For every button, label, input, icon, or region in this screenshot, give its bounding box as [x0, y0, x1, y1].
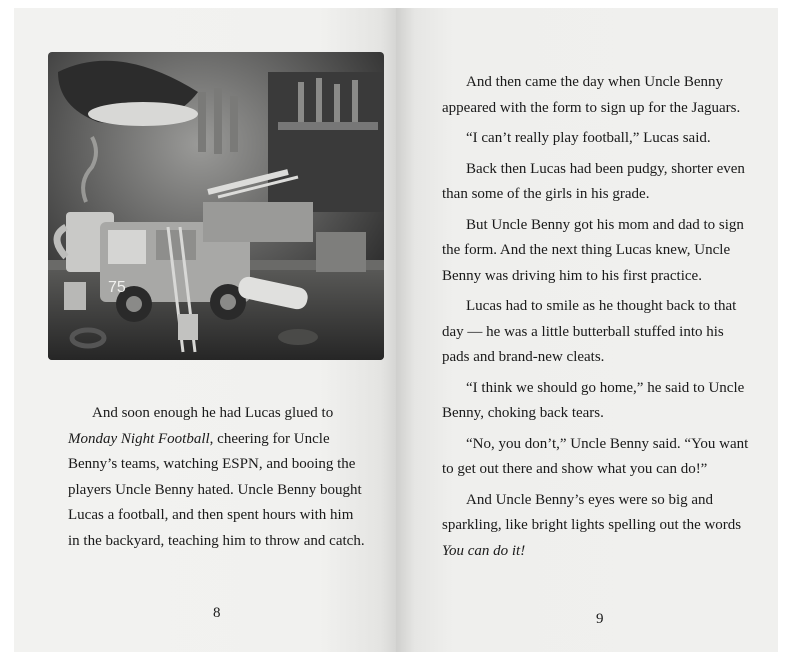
book-spread: [14, 8, 778, 652]
paragraph: [442, 376, 754, 427]
illustration-image: [48, 52, 384, 360]
paragraph-text: Lucas had to smile as he thought back to that day — he was a little butterball stuffed into his pads and brand-new cleats.: [442, 298, 737, 365]
svg-text:75: 75: [108, 279, 126, 296]
left-page: [14, 8, 396, 652]
right-page: [396, 8, 778, 652]
paragraph-text: But Uncle Benny got his mom and dad to sign the form. And the next thing Lucas knew, Uncle Benny was driving him to his first practice.: [442, 216, 744, 284]
right-paragraphs: [442, 70, 754, 569]
paragraph-text: And Uncle Benny’s eyes were so big and sparkling, like bright lights spelling out the words: [442, 491, 742, 533]
page-number-right: 9: [596, 611, 604, 627]
paragraph: [442, 126, 754, 152]
paragraph: [442, 213, 754, 290]
paragraph: [442, 488, 754, 565]
italic-title: Monday Night Football: [68, 430, 210, 447]
text-run: And soon enough he had Lucas glued to: [92, 405, 334, 421]
paragraph: [442, 294, 754, 371]
page-number-left: 8: [213, 605, 221, 621]
body-text: [68, 401, 368, 554]
paragraph-text: Back then Lucas had been pudgy, shorter even than some of the girls in his grade.: [442, 160, 745, 202]
text-run: , cheering for Uncle Benny’s teams, watching ESPN, and booing the players Uncle Benny hated. Uncle Benny bought Lucas a football, and then spent hours with him in the backyard, teaching him to throw and catch.: [68, 430, 365, 549]
paragraph-text: And then came the day when Uncle Benny appeared with the form to sign up for the Jaguars.: [442, 74, 741, 116]
paragraph: [442, 432, 754, 483]
left-paragraph: [68, 401, 368, 554]
italic-phrase: You can do it!: [442, 542, 526, 559]
paragraph-text: “I think we should go home,” he said to Uncle Benny, choking back tears.: [442, 379, 745, 421]
paragraph: [442, 70, 754, 121]
paragraph-text: “I can’t really play football,” Lucas said.: [466, 130, 711, 146]
workshop-illustration: [48, 52, 384, 360]
paragraph: [442, 157, 754, 208]
paragraph-text: “No, you don’t,” Uncle Benny said. “You want to get out there and show what you can do!”: [442, 435, 749, 477]
